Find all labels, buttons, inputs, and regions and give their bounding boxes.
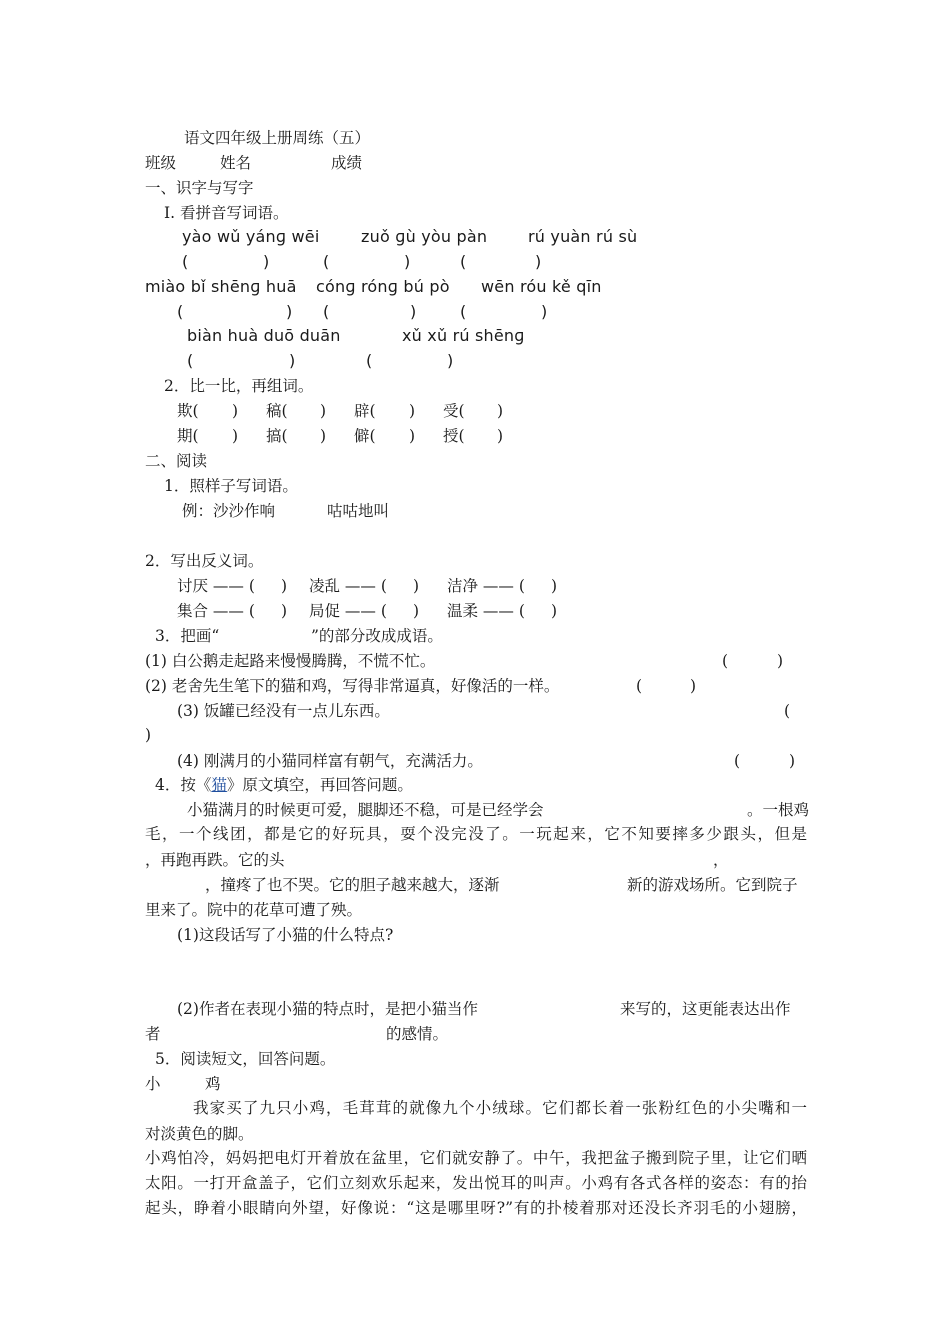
story-p2-line-2: 太阳。一打开盒盖子，它们立刻欢乐起来，发出悦耳的叫声。小鸡有各式各样的姿态：有的抬 xyxy=(145,1174,807,1192)
idiom-bracket-open: ( xyxy=(636,677,643,695)
cat-passage-line-3: ，再跑再跌。它的头 xyxy=(145,851,285,869)
bracket-open: ( xyxy=(460,252,467,271)
pinyin-7: biàn huà duō duān xyxy=(187,326,341,345)
bracket-open: ( xyxy=(460,302,467,321)
cat-passage-line-4b: 新的游戏场所。它到院子 xyxy=(627,876,798,894)
bracket-close: ) xyxy=(286,302,293,321)
bracket-close: ) xyxy=(410,302,417,321)
antonym-bracket: ) xyxy=(413,602,420,620)
antonym-bracket: ) xyxy=(413,577,420,595)
story-p2-line-1: 小鸡怕冷，妈妈把电灯开着放在盆里，它们就安静了。中午，我把盆子搬到院子里，让它们晒 xyxy=(145,1149,807,1167)
pinyin-1: yào wǔ yánɡ wēi xyxy=(182,227,320,246)
cat-question-2c: 者 xyxy=(145,1025,161,1043)
class-label: 班级 xyxy=(145,154,177,172)
idiom-bracket-close: ) xyxy=(145,726,152,744)
compare-bracket: ) xyxy=(497,402,504,420)
bracket-open: ( xyxy=(323,302,330,321)
s2-q2-label: 2．写出反义词。 xyxy=(145,552,264,570)
compare-bracket: ) xyxy=(320,427,327,445)
idiom-bracket-open: ( xyxy=(722,652,729,670)
pinyin-2: zuǒ ɡù yòu pàn xyxy=(361,227,488,246)
idiom-item-1: (1) 白公鹅走起路来慢慢腾腾，不慌不忙。 xyxy=(145,652,436,670)
idiom-item-4: (4) 刚满月的小猫同样富有朝气，充满活力。 xyxy=(177,752,483,770)
compare-bracket: ) xyxy=(497,427,504,445)
pinyin-6: wēn róu kě qīn xyxy=(481,277,602,296)
cat-passage-line-4: ，撞疼了也不哭。它的胆子越来越大，逐渐 xyxy=(205,876,500,894)
cat-question-1: (1)这段话写了小猫的什么特点? xyxy=(177,926,394,944)
compare-bracket: ) xyxy=(409,402,416,420)
antonym-bracket: ) xyxy=(551,577,558,595)
idiom-bracket-close: ) xyxy=(690,677,697,695)
antonym-item: 洁净 —— ( xyxy=(447,577,525,595)
story-title-a: 小 xyxy=(145,1075,161,1093)
q2-label: 2．比一比，再组词。 xyxy=(164,377,314,395)
example-word: 例：沙沙作响 xyxy=(182,502,276,520)
compare-char: 期( xyxy=(177,427,199,445)
cat-question-2a: (2)作者在表现小猫的特点时，是把小猫当作 xyxy=(177,1000,478,1018)
page-title: 语文四年级上册周练（五） xyxy=(184,129,371,147)
idiom-bracket-close: ) xyxy=(777,652,784,670)
compare-char: 欺( xyxy=(177,402,199,420)
compare-bracket: ) xyxy=(409,427,416,445)
section-2-title: 二、阅读 xyxy=(145,452,208,470)
idiom-item-3: (3) 饭罐已经没有一点儿东西。 xyxy=(177,702,390,720)
compare-bracket: ) xyxy=(232,427,239,445)
cat-passage-line-3b: ， xyxy=(713,851,729,869)
s2-q3-label-b: ”的部分改成成语。 xyxy=(311,627,443,645)
cat-passage-line-5: 里来了。院中的花草可遭了殃。 xyxy=(145,901,363,919)
pinyin-4: miào bǐ shēnɡ huā xyxy=(145,277,297,296)
antonym-item: 凌乱 —— ( xyxy=(309,577,387,595)
pinyin-8: xǔ xǔ rú shēnɡ xyxy=(402,326,525,345)
section-1-title: 一、识字与写字 xyxy=(145,179,254,197)
bracket-open: ( xyxy=(366,351,373,370)
idiom-bracket-open: ( xyxy=(784,702,791,720)
bracket-open: ( xyxy=(187,351,194,370)
pinyin-3: rú yuàn rú sù xyxy=(528,227,638,246)
bracket-close: ) xyxy=(535,252,542,271)
idiom-item-2: (2) 老舍先生笔下的猫和鸡，写得非常逼真，好像活的一样。 xyxy=(145,677,560,695)
bracket-close: ) xyxy=(263,252,270,271)
score-label: 成绩 xyxy=(331,154,363,172)
pinyin-5: cónɡ rónɡ bú pò xyxy=(316,277,450,296)
cat-passage-line-1b: 。一根鸡 xyxy=(747,801,810,819)
cat-question-2b: 来写的，这更能表达出作 xyxy=(620,1000,791,1018)
compare-char: 辟( xyxy=(354,402,376,420)
bracket-close: ) xyxy=(447,351,454,370)
s2-q3-label-a: 3．把画“ xyxy=(155,627,220,645)
story-p1-line-1: 我家买了九只小鸡，毛茸茸的就像九个小绒球。它们都长着一张粉红色的小尖嘴和一 xyxy=(193,1099,807,1117)
antonym-item: 集合 —— ( xyxy=(177,602,255,620)
s2-q5-label: 5．阅读短文，回答问题。 xyxy=(155,1050,336,1068)
idiom-bracket-open: ( xyxy=(734,752,741,770)
s2-q4-label xyxy=(155,775,413,795)
story-title-b: 鸡 xyxy=(205,1075,221,1093)
example-word-2: 咕咕地叫 xyxy=(327,502,390,520)
antonym-bracket: ) xyxy=(551,602,558,620)
cat-passage-line-2: 毛，一个线团，都是它的好玩具，耍个没完没了。一玩起来，它不知要摔多少跟头，但是 xyxy=(145,825,807,843)
antonym-item: 局促 —— ( xyxy=(309,602,387,620)
story-p2-line-3: 起头，睁着小眼睛向外望，好像说：“这是哪里呀?”有的扑棱着那对还没长齐羽毛的小翅膀， xyxy=(145,1199,807,1217)
compare-char: 僻( xyxy=(354,427,376,445)
q1-label: I. 看拼音写词语。 xyxy=(164,204,289,222)
compare-bracket: ) xyxy=(320,402,327,420)
antonym-item: 讨厌 —— ( xyxy=(177,577,255,595)
compare-char: 稿( xyxy=(266,402,288,420)
bracket-close: ) xyxy=(289,351,296,370)
s2-q4-label-b: 》原文填空，再回答问题。 xyxy=(226,776,413,794)
antonym-item: 温柔 —— ( xyxy=(447,602,525,620)
compare-bracket: ) xyxy=(232,402,239,420)
story-p1-line-2: 对淡黄色的脚。 xyxy=(145,1125,254,1143)
s2-q1-label: 1．照样子写词语。 xyxy=(164,477,298,495)
cat-question-2d: 的感情。 xyxy=(386,1025,449,1043)
bracket-close: ) xyxy=(404,252,411,271)
name-label: 姓名 xyxy=(220,154,252,172)
bracket-open: ( xyxy=(177,302,184,321)
antonym-bracket: ) xyxy=(281,577,288,595)
antonym-bracket: ) xyxy=(281,602,288,620)
idiom-bracket-close: ) xyxy=(789,752,796,770)
cat-passage-line-1: 小猫满月的时候更可爱，腿脚还不稳，可是已经学会 xyxy=(187,801,544,819)
bracket-open: ( xyxy=(182,252,189,271)
compare-char: 受( xyxy=(443,402,465,420)
s2-q4-label-a: 4．按《 xyxy=(155,776,212,794)
compare-char: 搞( xyxy=(266,427,288,445)
compare-char: 授( xyxy=(443,427,465,445)
bracket-open: ( xyxy=(323,252,330,271)
cat-article-link[interactable]: 猫 xyxy=(211,776,227,794)
bracket-close: ) xyxy=(541,302,548,321)
